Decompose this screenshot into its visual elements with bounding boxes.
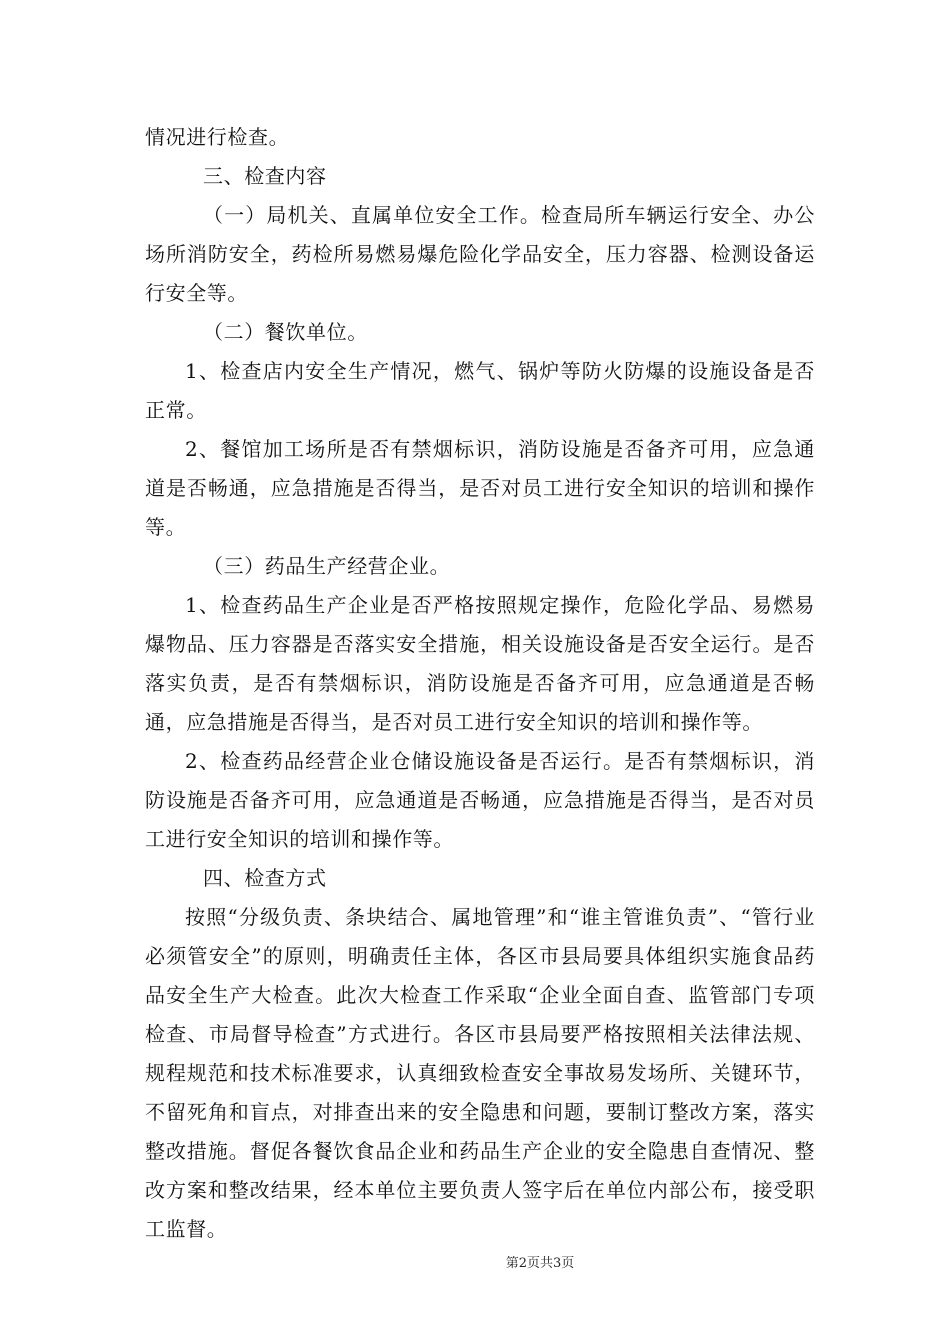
subheading-drug-enterprises: （三）药品生产经营企业。 xyxy=(203,554,451,578)
subheading-catering-units: （二）餐饮单位。 xyxy=(203,320,368,344)
paragraph-inspection-method: 按照“分级负责、条块结合、属地管理”和“谁主管谁负责”、“管行业必须管安全”的原则，明确责任主体，各区市县局要具体组织实施食品药品安全生产大检查。此次大检查工作采取“企业全面自查、监管部门专项检查、市局督导检查”方式进行。各区市县局要严格按照相关法律法规、规程规范和技术标准要求，认真细致检查安全事故易发场所、关键环节，不留死角和盲点，对排查出来的安全隐患和问题，要制订整改方案，落实整改措施。督促各餐饮食品企业和药品生产企业的安全隐患自查情况、整改方案和整改结果，经本单位主要负责人签字后在单位内部公布，接受职工监督。 xyxy=(145,905,815,1241)
section-heading-inspection-method: 四、检查方式 xyxy=(203,866,327,890)
section-heading-inspection-content: 三、检查内容 xyxy=(203,164,327,188)
paragraph-drug-item-2: 2、检查药品经营企业仓储设施设备是否运行。是否有禁烟标识，消防设施是否备齐可用，应急通道是否畅通，应急措施是否得当，是否对员工进行安全知识的培训和操作等。 xyxy=(145,749,815,851)
paragraph-continuation: 情况进行检查。 xyxy=(145,125,290,149)
document-body xyxy=(145,118,815,1249)
paragraph-drug-item-1: 1、检查药品生产企业是否严格按照规定操作，危险化学品、易燃易爆物品、压力容器是否落实安全措施，相关设施设备是否安全运行。是否落实负责，是否有禁烟标识，消防设施是否备齐可用，应急通道是否畅通，应急措施是否得当，是否对员工进行安全知识的培训和操作等。 xyxy=(145,593,815,734)
paragraph-catering-item-1: 1、检查店内安全生产情况，燃气、锅炉等防火防爆的设施设备是否正常。 xyxy=(145,359,815,422)
paragraph-bureau-units: （一）局机关、直属单位安全工作。检查局所车辆运行安全、办公场所消防安全，药检所易燃易爆危险化学品安全，压力容器、检测设备运行安全等。 xyxy=(145,203,815,305)
page-number-footer: 第2页共3页 xyxy=(505,1256,575,1271)
paragraph-catering-item-2: 2、餐馆加工场所是否有禁烟标识，消防设施是否备齐可用，应急通道是否畅通，应急措施是否得当，是否对员工进行安全知识的培训和操作等。 xyxy=(145,437,815,539)
